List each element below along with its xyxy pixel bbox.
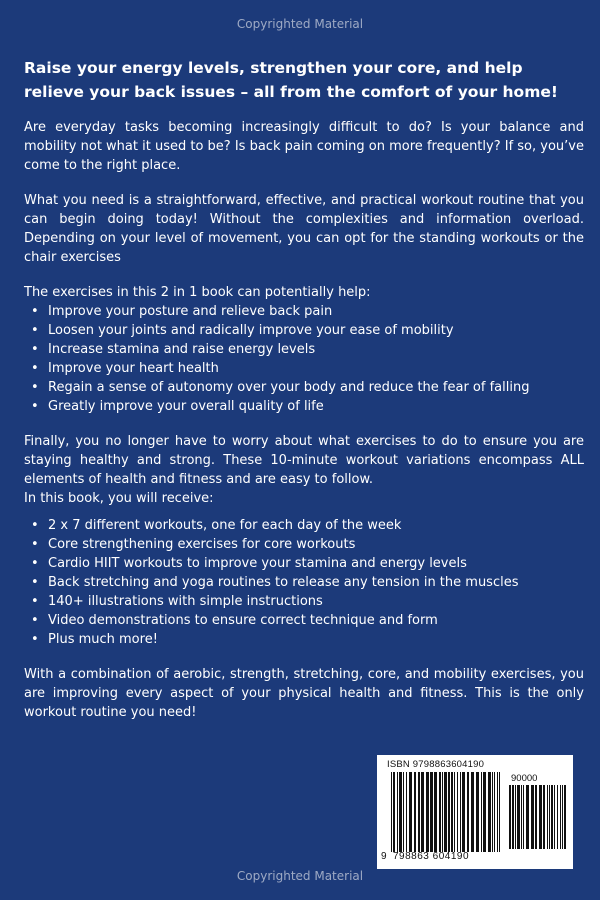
barcode-bar xyxy=(418,772,420,852)
barcode-bar xyxy=(421,772,424,852)
barcode-bar xyxy=(397,772,398,852)
barcode-bar xyxy=(471,772,474,852)
barcode-bar xyxy=(434,772,437,852)
barcode-bar xyxy=(409,772,412,852)
list-item: • Video demonstrations to ensure correct technique and form xyxy=(24,611,584,630)
barcode-bar xyxy=(509,785,511,849)
barcode-bar xyxy=(549,785,550,849)
help-intro: The exercises in this 2 in 1 book can potentially help: xyxy=(24,285,371,300)
barcode-bar xyxy=(414,772,416,852)
finally-paragraph: Finally, you no longer have to worry about what exercises to do to ensure you are staying healthy and strong. These 10-minute workout variations encompass ALL elements of health and fitness and are easy to follow. xyxy=(24,434,584,487)
list-item: • Regain a sense of autonomy over your body and reduce the fear of falling xyxy=(24,378,584,397)
barcode-bar xyxy=(557,785,558,849)
watermark-top: Copyrighted Material xyxy=(236,17,364,31)
list-item: • Increase stamina and raise energy levels xyxy=(24,340,584,359)
barcode-bar xyxy=(462,772,465,852)
need-paragraph: What you need is a straightforward, effective, and practical workout routine that you can begin doing today! Without the complexities and information overload. Depending on your level of movement, you can opt for the standing workouts or the chair exercises xyxy=(24,193,584,265)
help-list xyxy=(24,302,584,416)
barcode-bar xyxy=(393,772,395,852)
barcode-bar xyxy=(523,785,524,849)
barcode-bar xyxy=(483,772,486,852)
headline: Raise your energy levels, strengthen your core, and help relieve your back issues – all from the comfort of your home! xyxy=(24,59,558,101)
barcode-bar xyxy=(515,785,516,849)
barcode-bar xyxy=(476,772,479,852)
barcode-bar xyxy=(499,772,500,852)
barcode-bar xyxy=(543,785,545,849)
intro-paragraph: Are everyday tasks becoming increasingly difficult to do? Is your balance and mobility not what it used to be? Is back pain coming on more frequently? If so, you’ve come to the right place. xyxy=(24,120,584,173)
barcode-bar xyxy=(551,785,553,849)
barcode-bar xyxy=(492,772,493,852)
barcode-bar xyxy=(467,772,469,852)
barcode-bar xyxy=(562,785,563,849)
barcode-bar xyxy=(391,772,392,852)
barcode-bar xyxy=(517,785,520,849)
barcode-bar xyxy=(531,785,534,849)
barcode-bar xyxy=(406,772,407,852)
barcode-bar xyxy=(494,772,495,852)
barcode-bar xyxy=(512,785,514,849)
receive-list xyxy=(24,516,584,649)
barcode-bar xyxy=(454,772,455,852)
barcode-bar xyxy=(448,772,450,852)
barcode-bar xyxy=(451,772,453,852)
list-item: • Plus much more! xyxy=(24,630,584,649)
barcode-bar xyxy=(444,772,447,852)
back-cover-text xyxy=(24,56,584,738)
barcode-bar xyxy=(460,772,461,852)
list-item: • Improve your posture and relieve back pain xyxy=(24,302,584,321)
barcode-bar xyxy=(547,785,548,849)
list-item: • Loosen your joints and radically improve your ease of mobility xyxy=(24,321,584,340)
list-item: • 140+ illustrations with simple instructions xyxy=(24,592,584,611)
list-item: • Greatly improve your overall quality of life xyxy=(24,397,584,416)
barcode-bar xyxy=(481,772,482,852)
barcode-bar xyxy=(399,772,402,852)
closing-paragraph: With a combination of aerobic, strength, stretching, core, and mobility exercises, you are improving every aspect of your physical health and fitness. This is the only workout routine you need! xyxy=(24,667,584,720)
barcode-bar xyxy=(439,772,441,852)
barcode-bar xyxy=(554,785,555,849)
barcode-bar xyxy=(426,772,429,852)
barcode-bar xyxy=(457,772,458,852)
receive-intro: In this book, you will receive: xyxy=(24,491,214,506)
list-item: • Cardio HIIT workouts to improve your stamina and energy levels xyxy=(24,554,584,573)
barcode-digits: 798863 604190 xyxy=(393,851,470,862)
isbn-label: ISBN 9798863604190 xyxy=(387,759,485,770)
barcode-bar xyxy=(526,785,529,849)
list-item: • Improve your heart health xyxy=(24,359,584,378)
barcode-bar xyxy=(442,772,443,852)
barcode-bar xyxy=(488,772,491,852)
barcode-bar xyxy=(560,785,561,849)
barcode-bar xyxy=(539,785,542,849)
watermark-bottom: Copyrighted Material xyxy=(236,869,364,883)
barcode-addon-bars xyxy=(509,785,567,863)
list-item: • Back stretching and yoga routines to release any tension in the muscles xyxy=(24,573,584,592)
barcode-bar xyxy=(403,772,404,852)
list-item: • 2 x 7 different workouts, one for each day of the week xyxy=(24,516,584,535)
price-code: 90000 xyxy=(511,773,538,784)
barcode-bar xyxy=(521,785,522,849)
barcode-bar xyxy=(535,785,537,849)
barcode-lead-digit: 9 xyxy=(381,851,387,862)
list-item: • Core strengthening exercises for core workouts xyxy=(24,535,584,554)
isbn-barcode xyxy=(377,755,573,869)
barcode-bars xyxy=(391,772,503,852)
barcode-bar xyxy=(564,785,566,849)
barcode-bar xyxy=(497,772,498,852)
barcode-bar xyxy=(430,772,433,852)
